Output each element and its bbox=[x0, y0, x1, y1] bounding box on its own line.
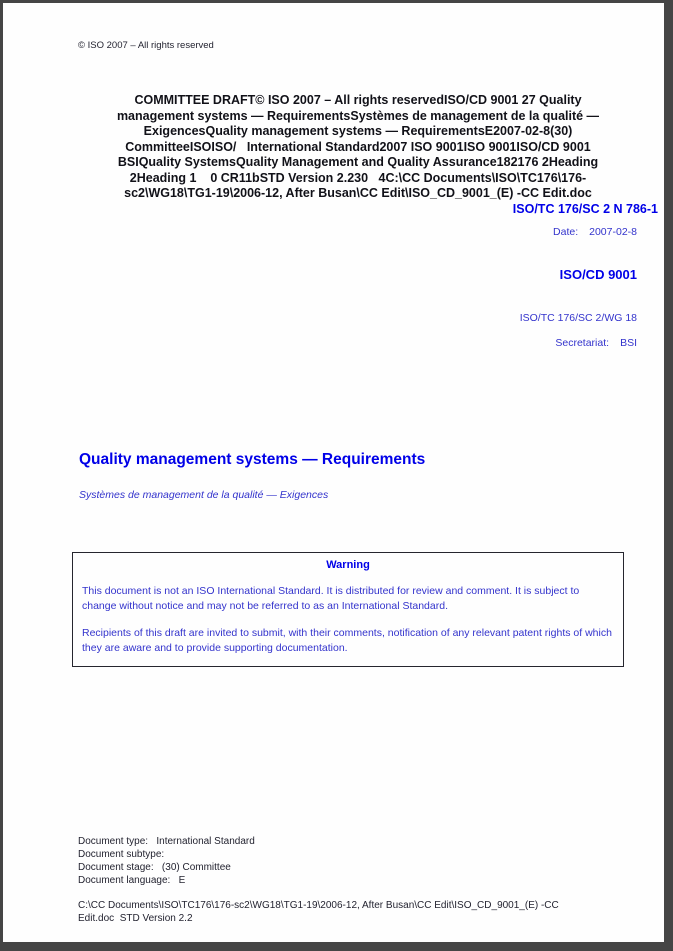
header-metadata-block bbox=[58, 93, 658, 217]
header-line: 2Heading 1 0 CR11bSTD Version 2.230 4C:\CC Documents\ISO\TC176\176- bbox=[129, 170, 587, 185]
document-title-english: Quality management systems — Requirements bbox=[79, 451, 426, 468]
committee-identifier: ISO/TC 176/SC 2/WG 18 bbox=[519, 312, 637, 324]
warning-heading: Warning bbox=[326, 559, 370, 571]
date-value: 2007-02-8 bbox=[589, 226, 637, 238]
document-title-french: Systèmes de management de la qualité — Exigences bbox=[79, 489, 329, 501]
document-language-line: Document language: E bbox=[78, 875, 186, 886]
header-line: CommitteeISOISO/ International Standard2007 ISO 9001ISO 9001ISO/CD 9001 bbox=[125, 139, 591, 154]
document-stage-line: Document stage: (30) Committee bbox=[78, 862, 231, 873]
document-info-block bbox=[78, 835, 255, 887]
header-line: COMMITTEE DRAFT© ISO 2007 – All rights reservedISO/CD 9001 27 Quality bbox=[134, 93, 582, 107]
file-path-line: C:\CC Documents\ISO\TC176\176-sc2\WG18\TG1-19\2006-12, After Busan\CC Edit\ISO_CD_9001_(E) -CC bbox=[78, 900, 559, 911]
secretariat-value: BSI bbox=[620, 337, 637, 349]
header-line: sc2\WG18\TG1-19\2006-12, After Busan\CC Edit\ISO_CD_9001_(E) -CC Edit.doc bbox=[124, 186, 592, 200]
secretariat-label: Secretariat: bbox=[555, 337, 610, 349]
date-label: Date: bbox=[553, 226, 579, 238]
secretariat-line bbox=[555, 337, 637, 349]
warning-paragraph: This document is not an ISO International Standard. It is distributed for review and comment. It is subject to change without notice and may not be referred to as an International Standard. bbox=[82, 585, 580, 612]
file-path-footer bbox=[78, 899, 638, 925]
document-type-line: Document type: International Standard bbox=[78, 836, 255, 847]
file-path-line: Edit.doc STD Version 2.2 bbox=[78, 913, 193, 924]
copyright-notice: © ISO 2007 – All rights reserved bbox=[78, 40, 214, 51]
committee-reference-number: ISO/TC 176/SC 2 N 786-1 bbox=[512, 201, 658, 216]
document-subtype-line: Document subtype: bbox=[78, 849, 165, 860]
header-line: management systems — RequirementsSystèmes de management de la qualité — bbox=[116, 108, 600, 123]
date-line bbox=[553, 226, 637, 238]
warning-box bbox=[72, 552, 624, 667]
document-code: ISO/CD 9001 bbox=[559, 267, 637, 282]
header-line: ExigencesQuality management systems — RequirementsE2007-02-8(30) bbox=[143, 124, 573, 138]
warning-paragraph: Recipients of this draft are invited to submit, with their comments, notification of any relevant patent rights of which they are aware and to provide supporting documentation. bbox=[82, 627, 612, 654]
header-line: BSIQuality SystemsQuality Management and Quality Assurance182176 2Heading bbox=[117, 155, 599, 169]
document-page bbox=[3, 3, 664, 942]
